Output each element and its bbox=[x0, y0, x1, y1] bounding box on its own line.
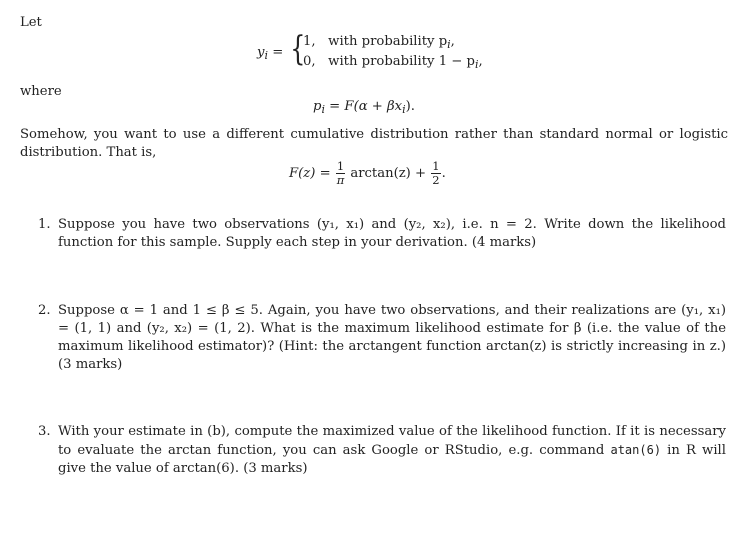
paragraph: Somehow, you want to use a different cumulative distribution rather than standard normal or logistic distribution. That is, bbox=[20, 127, 728, 160]
case-1: 1, with probability $p_i$, bbox=[303, 34, 455, 51]
code-atan: atan(6) bbox=[610, 443, 662, 457]
item-2-text: Suppose α = 1 and 1 ≤ β ≤ 5. Again, you have two observations, and their realizations are (y₁, x₁) = (1, 1) and (y₂, x₂) = (1, 2). What is the maximum likelihood estimate for β (i.e. the value of the maximum likelihood estimator)? (Hint: the arctangent function arctan(z) is strictly increasing in z.) (3 marks) bbox=[58, 303, 726, 372]
item-3-text: With your estimate in (b), compute the maximized value of the likelihood function. If it is necessary to evaluate the arctan function, you can ask Google or RStudio, e.g. command atan(6) in R will give the value of arctan(6). (3 marks) bbox=[58, 424, 726, 476]
item-2-label: 2. bbox=[38, 303, 51, 318]
left-brace: { bbox=[290, 29, 306, 69]
where-label: where bbox=[20, 84, 62, 99]
fraction-1-over-2: $\frac{1}{2}$ bbox=[432, 159, 440, 187]
model-lhs: $y_i$ = bbox=[257, 45, 284, 62]
let-label: Let bbox=[20, 15, 42, 30]
item-1-text: Suppose you have two observations (y₁, x₁) and (y₂, x₂), i.e. n = 2. Write down the likelihood function for this sample. Supply each step in your derivation. (4 marks) bbox=[58, 217, 726, 250]
case-2: 0, with probability $1 - p_i$, bbox=[303, 54, 483, 71]
pi-equation: $p_i = F(\alpha + \beta x_i)$. bbox=[313, 99, 415, 116]
F-equation: F(z) = $\frac{1}{\pi}$ arctan(z) + $\frac{1}{2}$ . bbox=[289, 159, 446, 187]
item-1-label: 1. bbox=[38, 217, 51, 232]
fraction-1-over-pi: $\frac{1}{\pi}$ bbox=[336, 159, 345, 187]
item-3-label: 3. bbox=[38, 424, 51, 439]
